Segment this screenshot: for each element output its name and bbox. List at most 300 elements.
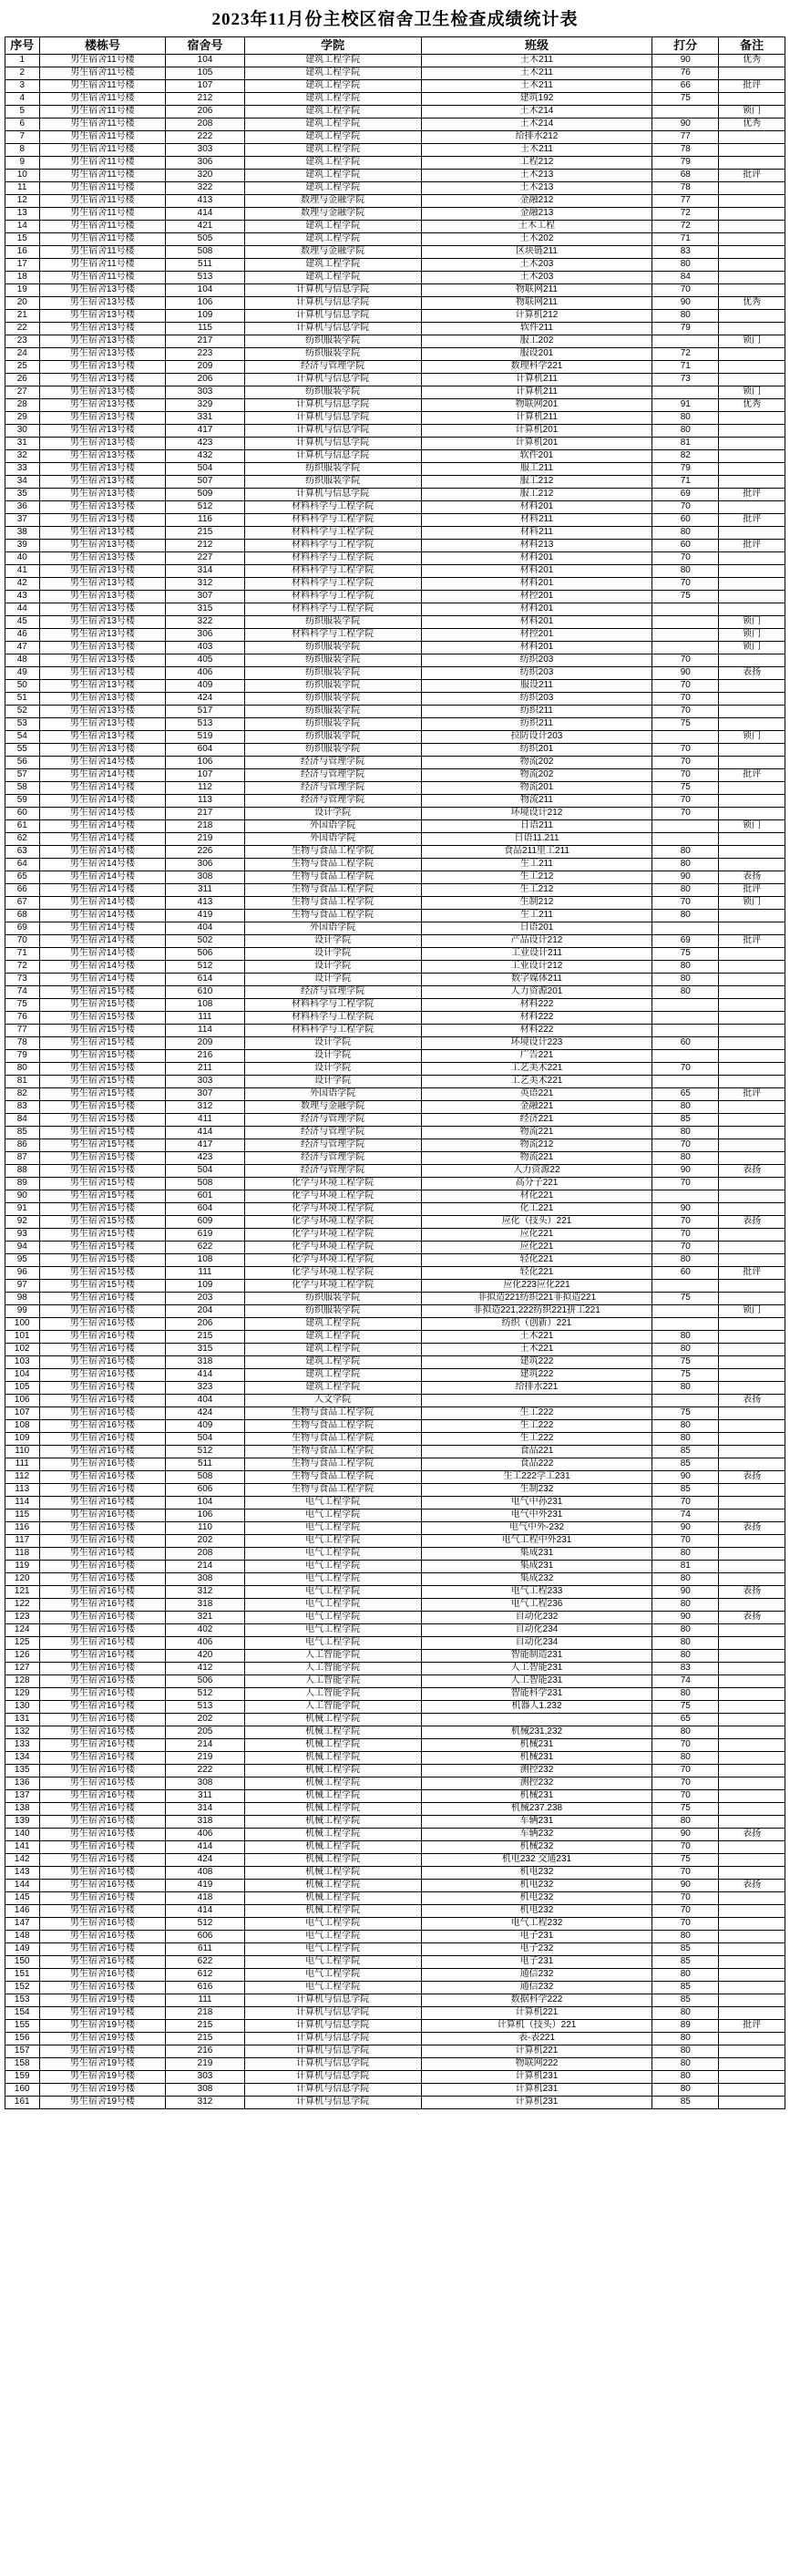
cell-score: 80 (652, 1127, 719, 1139)
cell-remark: 锁门 (719, 1305, 785, 1318)
cell-room: 315 (166, 603, 244, 616)
cell-score: 90 (652, 118, 719, 131)
cell-remark (719, 1331, 785, 1344)
cell-building: 男生宿舍16号楼 (39, 1688, 166, 1701)
cell-index: 30 (5, 425, 40, 438)
cell-college: 纺织服装学院 (244, 731, 421, 744)
cell-building: 男生宿舍13号楼 (39, 412, 166, 425)
cell-remark (719, 757, 785, 769)
cell-college: 经济与管理学院 (244, 1114, 421, 1127)
cell-index: 112 (5, 1471, 40, 1484)
cell-remark (719, 552, 785, 565)
cell-score: 80 (652, 1101, 719, 1114)
cell-remark (719, 2071, 785, 2084)
table-row (5, 1790, 785, 1803)
cell-class: 机械231,232 (421, 1726, 652, 1739)
cell-class: 日语201 (421, 922, 652, 935)
cell-index: 8 (5, 144, 40, 157)
cell-college: 经济与管理学院 (244, 757, 421, 769)
cell-room: 208 (166, 118, 244, 131)
table-row (5, 386, 785, 399)
cell-index: 50 (5, 680, 40, 693)
cell-room: 104 (166, 284, 244, 297)
cell-building: 男生宿舍16号楼 (39, 1956, 166, 1969)
cell-college: 建筑工程学院 (244, 272, 421, 284)
cell-remark (719, 323, 785, 335)
table-row (5, 1407, 785, 1420)
cell-index: 53 (5, 718, 40, 731)
cell-remark (719, 476, 785, 489)
cell-building: 男生宿舍19号楼 (39, 2097, 166, 2109)
cell-score: 79 (652, 157, 719, 170)
cell-college: 化学与环境工程学院 (244, 1203, 421, 1216)
cell-college: 计算机与信息学院 (244, 2097, 421, 2109)
cell-building: 男生宿舍13号楼 (39, 450, 166, 463)
cell-class: 广告221 (421, 1050, 652, 1063)
cell-class: 计算机201 (421, 438, 652, 450)
cell-building: 男生宿舍14号楼 (39, 820, 166, 833)
cell-building: 男生宿舍15号楼 (39, 1114, 166, 1127)
cell-index: 124 (5, 1624, 40, 1637)
cell-index: 62 (5, 833, 40, 846)
cell-room: 606 (166, 1484, 244, 1497)
table-row (5, 1918, 785, 1931)
cell-class: 工艺美术221 (421, 1063, 652, 1076)
cell-room: 412 (166, 1663, 244, 1675)
cell-college: 材料科学与工程学院 (244, 1025, 421, 1037)
cell-index: 94 (5, 1242, 40, 1254)
cell-room: 307 (166, 591, 244, 603)
cell-room: 506 (166, 1675, 244, 1688)
cell-index: 24 (5, 348, 40, 361)
cell-index: 88 (5, 1165, 40, 1178)
cell-class: 集成231 (421, 1548, 652, 1561)
cell-college: 机械工程学院 (244, 1867, 421, 1880)
cell-class: 生工212 (421, 871, 652, 884)
table-row (5, 1943, 785, 1956)
cell-index: 78 (5, 1037, 40, 1050)
cell-score: 72 (652, 208, 719, 221)
cell-remark (719, 1356, 785, 1369)
cell-college: 人工智能学院 (244, 1650, 421, 1663)
cell-class: 数据科学222 (421, 1994, 652, 2007)
column-header-class: 班级 (421, 37, 652, 55)
cell-room: 219 (166, 833, 244, 846)
cell-room: 321 (166, 1612, 244, 1624)
cell-room: 303 (166, 144, 244, 157)
cell-room: 417 (166, 1139, 244, 1152)
cell-index: 32 (5, 450, 40, 463)
cell-score: 80 (652, 1931, 719, 1943)
table-row (5, 1675, 785, 1688)
cell-index: 48 (5, 654, 40, 667)
cell-index: 2 (5, 67, 40, 80)
cell-room: 507 (166, 476, 244, 489)
table-row (5, 1905, 785, 1918)
cell-building: 男生宿舍11号楼 (39, 144, 166, 157)
cell-room: 508 (166, 246, 244, 259)
cell-remark: 锁门 (719, 820, 785, 833)
table-row (5, 1037, 785, 1050)
column-header-remark: 备注 (719, 37, 785, 55)
cell-room: 106 (166, 1510, 244, 1522)
cell-score: 71 (652, 233, 719, 246)
cell-remark (719, 1242, 785, 1254)
cell-building: 男生宿舍16号楼 (39, 1356, 166, 1369)
cell-building: 男生宿舍13号楼 (39, 629, 166, 642)
cell-college: 纺织服装学院 (244, 706, 421, 718)
table-row (5, 1548, 785, 1561)
table-row (5, 1012, 785, 1025)
cell-index: 15 (5, 233, 40, 246)
cell-building: 男生宿舍16号楼 (39, 1369, 166, 1382)
cell-college: 机械工程学院 (244, 1739, 421, 1752)
cell-score: 80 (652, 846, 719, 859)
cell-college: 纺织服装学院 (244, 463, 421, 476)
cell-score (652, 1050, 719, 1063)
cell-score: 70 (652, 706, 719, 718)
table-row (5, 2071, 785, 2084)
cell-room: 322 (166, 616, 244, 629)
cell-index: 54 (5, 731, 40, 744)
cell-room: 204 (166, 1305, 244, 1318)
cell-class: 计算机231 (421, 2071, 652, 2084)
cell-score (652, 1280, 719, 1293)
cell-building: 男生宿舍14号楼 (39, 910, 166, 922)
cell-college: 计算机与信息学院 (244, 438, 421, 450)
cell-room: 612 (166, 1969, 244, 1982)
cell-index: 59 (5, 795, 40, 808)
cell-score: 80 (652, 1637, 719, 1650)
cell-building: 男生宿舍16号楼 (39, 1816, 166, 1829)
cell-college: 纺织服装学院 (244, 1293, 421, 1305)
cell-index: 68 (5, 910, 40, 922)
cell-index: 75 (5, 999, 40, 1012)
table-row (5, 616, 785, 629)
cell-index: 49 (5, 667, 40, 680)
cell-college: 建筑工程学院 (244, 67, 421, 80)
cell-class: 生工222 (421, 1420, 652, 1433)
cell-building: 男生宿舍16号楼 (39, 1663, 166, 1675)
cell-class: 金融212 (421, 195, 652, 208)
cell-remark (719, 1599, 785, 1612)
table-row (5, 1076, 785, 1088)
cell-room: 311 (166, 1790, 244, 1803)
cell-class: 英语221 (421, 1088, 652, 1101)
cell-index: 132 (5, 1726, 40, 1739)
cell-room: 411 (166, 1114, 244, 1127)
cell-remark (719, 591, 785, 603)
cell-class: 服工202 (421, 335, 652, 348)
cell-class: 计算机212 (421, 310, 652, 323)
cell-index: 143 (5, 1867, 40, 1880)
cell-remark (719, 1969, 785, 1982)
cell-index: 80 (5, 1063, 40, 1076)
cell-building: 男生宿舍15号楼 (39, 1127, 166, 1139)
cell-class: 机电232 (421, 1867, 652, 1880)
cell-score (652, 731, 719, 744)
cell-room: 219 (166, 1752, 244, 1765)
cell-index: 71 (5, 948, 40, 961)
cell-class: 电气中外-232 (421, 1522, 652, 1535)
cell-college: 计算机与信息学院 (244, 489, 421, 501)
cell-index: 107 (5, 1407, 40, 1420)
cell-index: 34 (5, 476, 40, 489)
cell-building: 男生宿舍16号楼 (39, 1765, 166, 1777)
cell-building: 男生宿舍19号楼 (39, 2007, 166, 2020)
cell-index: 130 (5, 1701, 40, 1714)
cell-college: 建筑工程学院 (244, 259, 421, 272)
column-header-college: 学院 (244, 37, 421, 55)
cell-building: 男生宿舍15号楼 (39, 1190, 166, 1203)
cell-room: 303 (166, 2071, 244, 2084)
cell-building: 男生宿舍14号楼 (39, 782, 166, 795)
column-header-index: 序号 (5, 37, 40, 55)
cell-building: 男生宿舍11号楼 (39, 208, 166, 221)
cell-room: 215 (166, 2033, 244, 2045)
cell-remark (719, 1012, 785, 1025)
cell-room: 215 (166, 2020, 244, 2033)
table-row (5, 361, 785, 374)
cell-class: 材控201 (421, 591, 652, 603)
table-row (5, 1267, 785, 1280)
cell-score: 85 (652, 1994, 719, 2007)
cell-score: 80 (652, 1152, 719, 1165)
cell-building: 男生宿舍15号楼 (39, 1165, 166, 1178)
cell-room: 413 (166, 195, 244, 208)
cell-score: 70 (652, 1535, 719, 1548)
cell-index: 114 (5, 1497, 40, 1510)
cell-room: 209 (166, 361, 244, 374)
cell-index: 74 (5, 986, 40, 999)
cell-index: 104 (5, 1369, 40, 1382)
cell-college: 材料科学与工程学院 (244, 603, 421, 616)
cell-college: 外国语学院 (244, 820, 421, 833)
cell-room: 211 (166, 1063, 244, 1076)
cell-remark (719, 974, 785, 986)
cell-room: 215 (166, 527, 244, 540)
table-row (5, 718, 785, 731)
table-row (5, 297, 785, 310)
cell-remark (719, 1344, 785, 1356)
cell-college: 经济与管理学院 (244, 1152, 421, 1165)
cell-remark: 优秀 (719, 297, 785, 310)
table-row (5, 1739, 785, 1752)
cell-remark (719, 157, 785, 170)
cell-score: 91 (652, 399, 719, 412)
table-row (5, 731, 785, 744)
table-row (5, 1956, 785, 1969)
cell-room: 405 (166, 654, 244, 667)
cell-score: 71 (652, 361, 719, 374)
cell-score: 60 (652, 540, 719, 552)
cell-room: 609 (166, 1216, 244, 1229)
cell-class: 土木203 (421, 259, 652, 272)
cell-remark (719, 1675, 785, 1688)
cell-remark (719, 1127, 785, 1139)
cell-building: 男生宿舍11号楼 (39, 55, 166, 67)
cell-class: 车辆231 (421, 1816, 652, 1829)
cell-building: 男生宿舍14号楼 (39, 871, 166, 884)
cell-college: 经济与管理学院 (244, 1165, 421, 1178)
table-row (5, 2097, 785, 2109)
cell-score: 81 (652, 438, 719, 450)
table-row (5, 1982, 785, 1994)
cell-class: 拉防设计203 (421, 731, 652, 744)
cell-college: 建筑工程学院 (244, 157, 421, 170)
table-body (5, 55, 785, 2109)
cell-room: 408 (166, 1867, 244, 1880)
cell-class: 电气工程232 (421, 1918, 652, 1931)
table-row (5, 1688, 785, 1701)
table-row (5, 399, 785, 412)
cell-remark: 批评 (719, 170, 785, 182)
cell-remark (719, 1190, 785, 1203)
cell-remark: 批评 (719, 514, 785, 527)
cell-class: 高分子221 (421, 1178, 652, 1190)
cell-remark (719, 1994, 785, 2007)
cell-room: 513 (166, 1701, 244, 1714)
table-row (5, 1293, 785, 1305)
table-row (5, 935, 785, 948)
cell-class: 材料201 (421, 642, 652, 654)
cell-class: 材料213 (421, 540, 652, 552)
cell-building: 男生宿舍16号楼 (39, 1701, 166, 1714)
table-row (5, 425, 785, 438)
cell-college: 电气工程学院 (244, 1982, 421, 1994)
cell-index: 115 (5, 1510, 40, 1522)
cell-index: 31 (5, 438, 40, 450)
cell-building: 男生宿舍13号楼 (39, 642, 166, 654)
cell-room: 114 (166, 1025, 244, 1037)
table-row (5, 1331, 785, 1344)
table-row (5, 2033, 785, 2045)
table-row (5, 1025, 785, 1037)
cell-remark (719, 182, 785, 195)
cell-building: 男生宿舍13号楼 (39, 667, 166, 680)
cell-index: 155 (5, 2020, 40, 2033)
cell-room: 206 (166, 374, 244, 386)
cell-remark (719, 1816, 785, 1829)
cell-building: 男生宿舍16号楼 (39, 1841, 166, 1854)
cell-room: 318 (166, 1599, 244, 1612)
cell-score (652, 616, 719, 629)
cell-college: 经济与管理学院 (244, 361, 421, 374)
cell-class: 金融221 (421, 1101, 652, 1114)
cell-college: 人工智能学院 (244, 1701, 421, 1714)
cell-college: 计算机与信息学院 (244, 425, 421, 438)
table-row (5, 1254, 785, 1267)
cell-class: 物流212 (421, 1139, 652, 1152)
cell-class: 物联网201 (421, 399, 652, 412)
cell-room: 417 (166, 425, 244, 438)
cell-college: 纺织服装学院 (244, 335, 421, 348)
cell-room: 420 (166, 1650, 244, 1663)
table-row (5, 667, 785, 680)
cell-score: 70 (652, 1918, 719, 1931)
cell-building: 男生宿舍15号楼 (39, 1037, 166, 1050)
cell-class: 纺织211 (421, 706, 652, 718)
cell-college: 电气工程学院 (244, 1497, 421, 1510)
table-row (5, 1637, 785, 1650)
table-row (5, 157, 785, 170)
cell-building: 男生宿舍13号楼 (39, 335, 166, 348)
cell-index: 81 (5, 1076, 40, 1088)
cell-class: 人力资源201 (421, 986, 652, 999)
cell-score: 70 (652, 1765, 719, 1777)
cell-index: 105 (5, 1382, 40, 1395)
cell-score: 80 (652, 974, 719, 986)
table-row (5, 195, 785, 208)
cell-remark (719, 1280, 785, 1293)
cell-room: 109 (166, 1280, 244, 1293)
cell-room: 206 (166, 106, 244, 118)
cell-building: 男生宿舍11号楼 (39, 106, 166, 118)
table-row (5, 642, 785, 654)
cell-index: 154 (5, 2007, 40, 2020)
table-row (5, 1216, 785, 1229)
cell-score: 72 (652, 221, 719, 233)
cell-class: 土木211 (421, 67, 652, 80)
cell-college: 纺织服装学院 (244, 616, 421, 629)
cell-score: 70 (652, 1777, 719, 1790)
table-row (5, 527, 785, 540)
cell-score: 80 (652, 1969, 719, 1982)
cell-remark (719, 859, 785, 871)
cell-score: 66 (652, 80, 719, 93)
cell-college: 数理与金融学院 (244, 208, 421, 221)
cell-score: 90 (652, 667, 719, 680)
cell-remark (719, 1841, 785, 1854)
cell-score: 84 (652, 272, 719, 284)
cell-index: 56 (5, 757, 40, 769)
cell-index: 69 (5, 922, 40, 935)
cell-class: 纺织（创新）221 (421, 1318, 652, 1331)
table-row (5, 1497, 785, 1510)
cell-remark (719, 412, 785, 425)
cell-room: 227 (166, 552, 244, 565)
cell-college: 计算机与信息学院 (244, 2033, 421, 2045)
cell-score: 70 (652, 552, 719, 565)
cell-college: 计算机与信息学院 (244, 2045, 421, 2058)
cell-score: 70 (652, 1178, 719, 1190)
cell-index: 65 (5, 871, 40, 884)
cell-building: 男生宿舍11号楼 (39, 170, 166, 182)
cell-class: 集成231 (421, 1561, 652, 1573)
column-header-room: 宿舍号 (166, 37, 244, 55)
cell-index: 127 (5, 1663, 40, 1675)
cell-index: 148 (5, 1931, 40, 1943)
cell-score: 70 (652, 1790, 719, 1803)
table-row (5, 438, 785, 450)
cell-class: 材料211 (421, 514, 652, 527)
cell-college: 纺织服装学院 (244, 476, 421, 489)
cell-room: 104 (166, 1497, 244, 1510)
table-row (5, 1152, 785, 1165)
cell-room: 107 (166, 769, 244, 782)
cell-building: 男生宿舍11号楼 (39, 118, 166, 131)
cell-building: 男生宿舍15号楼 (39, 1076, 166, 1088)
table-row (5, 272, 785, 284)
cell-score: 60 (652, 514, 719, 527)
cell-remark (719, 1765, 785, 1777)
cell-room: 217 (166, 808, 244, 820)
cell-remark (719, 1714, 785, 1726)
cell-score: 70 (652, 654, 719, 667)
cell-building: 男生宿舍13号楼 (39, 476, 166, 489)
cell-college: 建筑工程学院 (244, 55, 421, 67)
cell-room: 214 (166, 1561, 244, 1573)
